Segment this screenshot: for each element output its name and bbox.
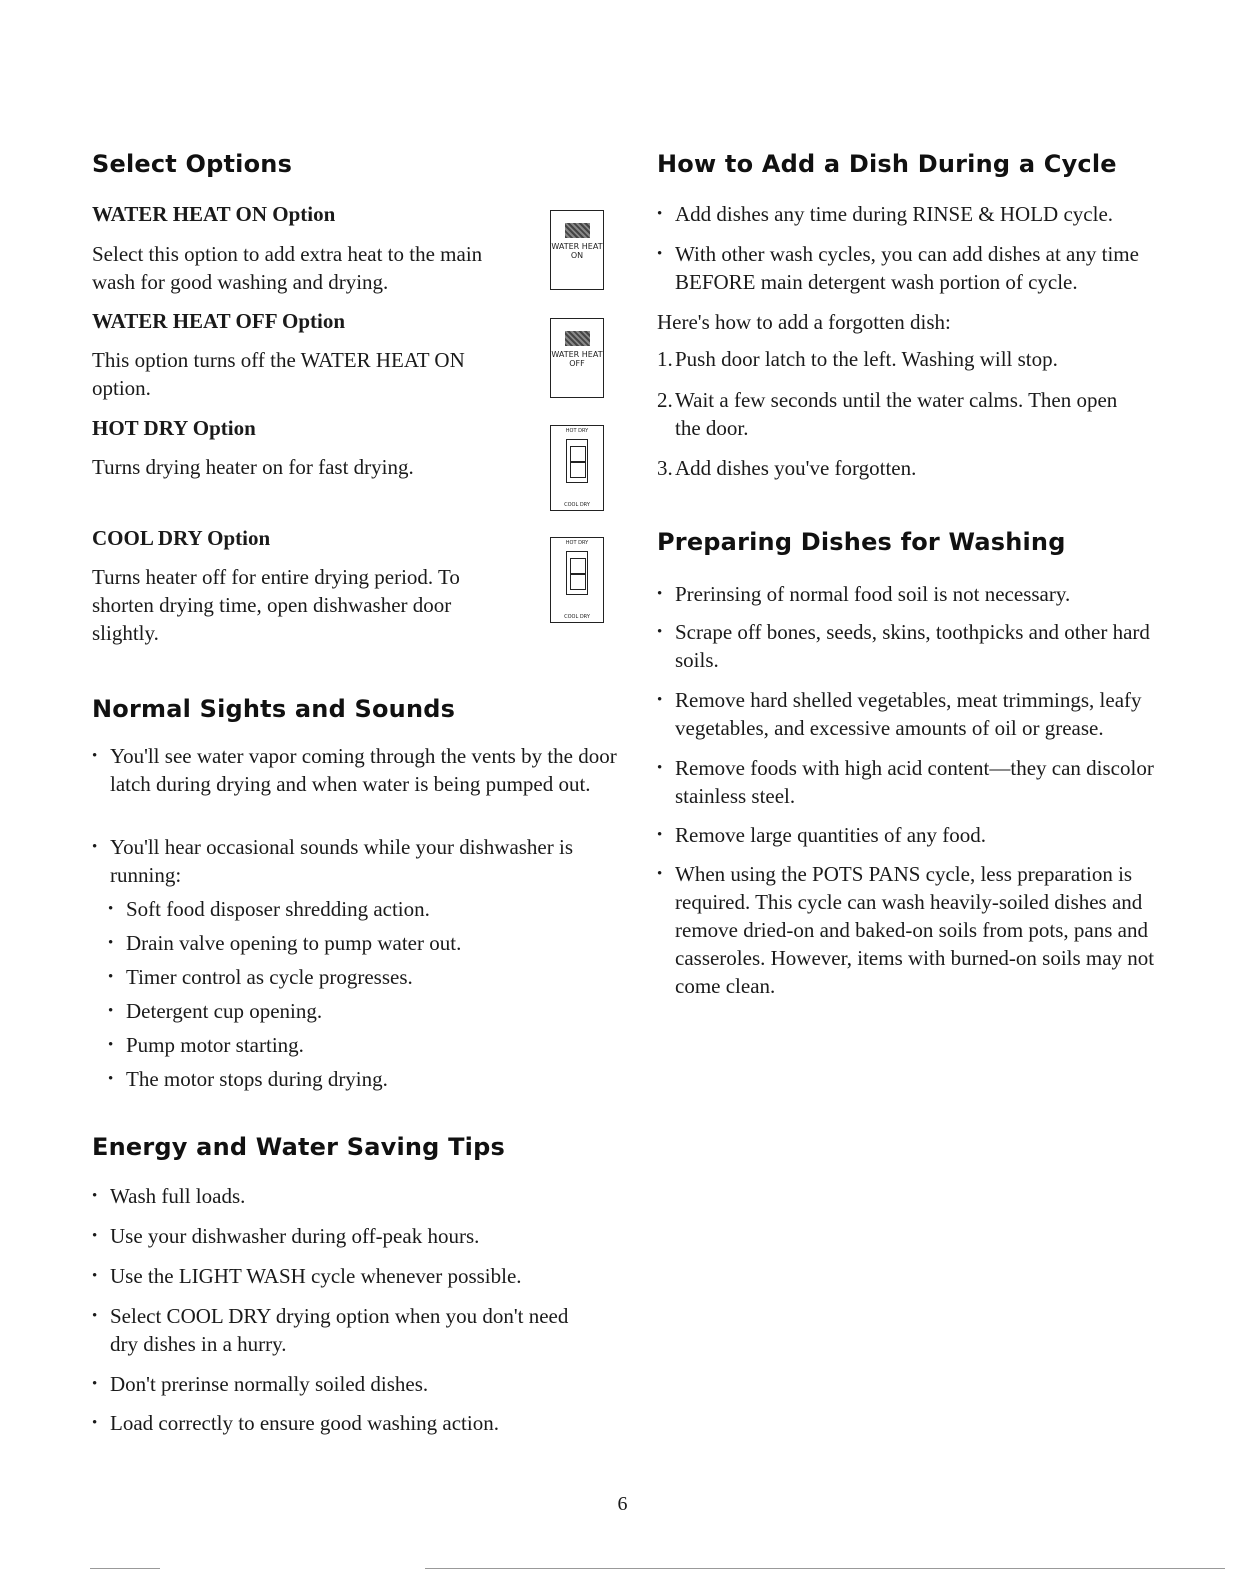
hot-dry-switch-top-label: HOT DRY <box>565 428 589 434</box>
water-heat-on-heading: WATER HEAT ON Option <box>92 202 336 226</box>
water-heat-off-button <box>550 318 604 398</box>
step-number: 2. <box>657 388 673 412</box>
list-item: • You'll see water vapor coming through the vents by the door latch during drying and when water is being pumped out. <box>92 742 620 798</box>
list-item: • Pump motor starting. <box>92 1031 616 1059</box>
normal-sights-title: Normal Sights and Sounds <box>92 695 456 723</box>
cool-dry-switch-top-label: HOT DRY <box>565 540 589 546</box>
hot-dry-text: Turns drying heater on for fast drying. <box>92 455 414 479</box>
cool-dry-heading: COOL DRY Option <box>92 526 271 550</box>
add-dish-intro: Here's how to add a forgotten dish: <box>657 310 951 334</box>
list-item: • Scrape off bones, seeds, skins, toothpicks and other hard soils. <box>657 618 1175 674</box>
list-item: • With other wash cycles, you can add dishes at any time BEFORE main detergent wash portion of cycle. <box>657 240 1185 296</box>
rocker-switch-icon <box>566 551 588 595</box>
list-item: • Use the LIGHT WASH cycle whenever possible. <box>92 1262 610 1290</box>
hot-dry-heading: HOT DRY Option <box>92 416 256 440</box>
indicator-light-icon <box>565 331 590 346</box>
water-heat-off-heading: WATER HEAT OFF Option <box>92 309 346 333</box>
footer-rule <box>90 1568 160 1569</box>
step-text: Push door latch to the left. Washing will stop. <box>675 347 1058 371</box>
preparing-title: Preparing Dishes for Washing <box>657 528 1066 556</box>
list-item: • Detergent cup opening. <box>92 997 616 1025</box>
footer-rule <box>425 1568 1225 1569</box>
list-item: • Drain valve opening to pump water out. <box>92 929 616 957</box>
list-item: • When using the POTS PANS cycle, less preparation is required. This cycle can wash heavily-soiled dishes and remove dried-on and baked-on soils from pots, pans and casseroles. However, items with burned-on soils may not come clean. <box>657 860 1175 1000</box>
step-item <box>657 386 1145 442</box>
cool-dry-switch <box>550 537 604 623</box>
list-item: • Remove hard shelled vegetables, meat trimmings, leafy vegetables, and excessive amounts of oil or grease. <box>657 686 1175 742</box>
list-item: • You'll hear occasional sounds while your dishwasher is running: <box>92 833 620 889</box>
cool-dry-text: Turns heater off for entire drying period. To shorten drying time, open dishwasher door slightly. <box>92 565 460 645</box>
water-heat-off-text: This option turns off the WATER HEAT ON option. <box>92 348 465 400</box>
step-number: 3. <box>657 456 673 480</box>
rocker-switch-icon <box>566 439 588 483</box>
indicator-light-icon <box>565 223 590 238</box>
water-heat-on-text: Select this option to add extra heat to the main wash for good washing and drying. <box>92 242 483 294</box>
water-heat-on-button-label: WATER HEAT ON <box>551 242 603 260</box>
step-item <box>657 345 1155 373</box>
list-item: • Use your dishwasher during off-peak hours. <box>92 1222 610 1250</box>
hot-dry-switch <box>550 425 604 511</box>
add-dish-title: How to Add a Dish During a Cycle <box>657 150 1117 178</box>
water-heat-off-button-label: WATER HEAT OFF <box>551 350 603 368</box>
step-item <box>657 454 1155 482</box>
list-item: • Prerinsing of normal food soil is not necessary. <box>657 580 1175 608</box>
list-item: • Remove large quantities of any food. <box>657 821 1175 849</box>
page-number: 6 <box>617 1493 628 1515</box>
water-heat-on-button <box>550 210 604 290</box>
step-text: Add dishes you've forgotten. <box>675 456 917 480</box>
cool-dry-switch-bottom-label: COOL DRY <box>564 614 590 620</box>
list-item: • Wash full loads. <box>92 1182 610 1210</box>
list-item: • Remove foods with high acid content—they can discolor stainless steel. <box>657 754 1175 810</box>
energy-title: Energy and Water Saving Tips <box>92 1133 505 1161</box>
list-item: • Select COOL DRY drying option when you don't need dry dishes in a hurry. <box>92 1302 600 1358</box>
step-text: Wait a few seconds until the water calms. Then open the door. <box>675 388 1118 440</box>
hot-dry-switch-bottom-label: COOL DRY <box>564 502 590 508</box>
list-item: • The motor stops during drying. <box>92 1065 616 1093</box>
list-item: • Don't prerinse normally soiled dishes. <box>92 1370 610 1398</box>
select-options-title: Select Options <box>92 150 293 178</box>
list-item: • Add dishes any time during RINSE & HOLD cycle. <box>657 200 1185 228</box>
list-item: • Soft food disposer shredding action. <box>92 895 616 923</box>
list-item: • Timer control as cycle progresses. <box>92 963 616 991</box>
step-number: 1. <box>657 347 673 371</box>
list-item: • Load correctly to ensure good washing action. <box>92 1409 610 1437</box>
